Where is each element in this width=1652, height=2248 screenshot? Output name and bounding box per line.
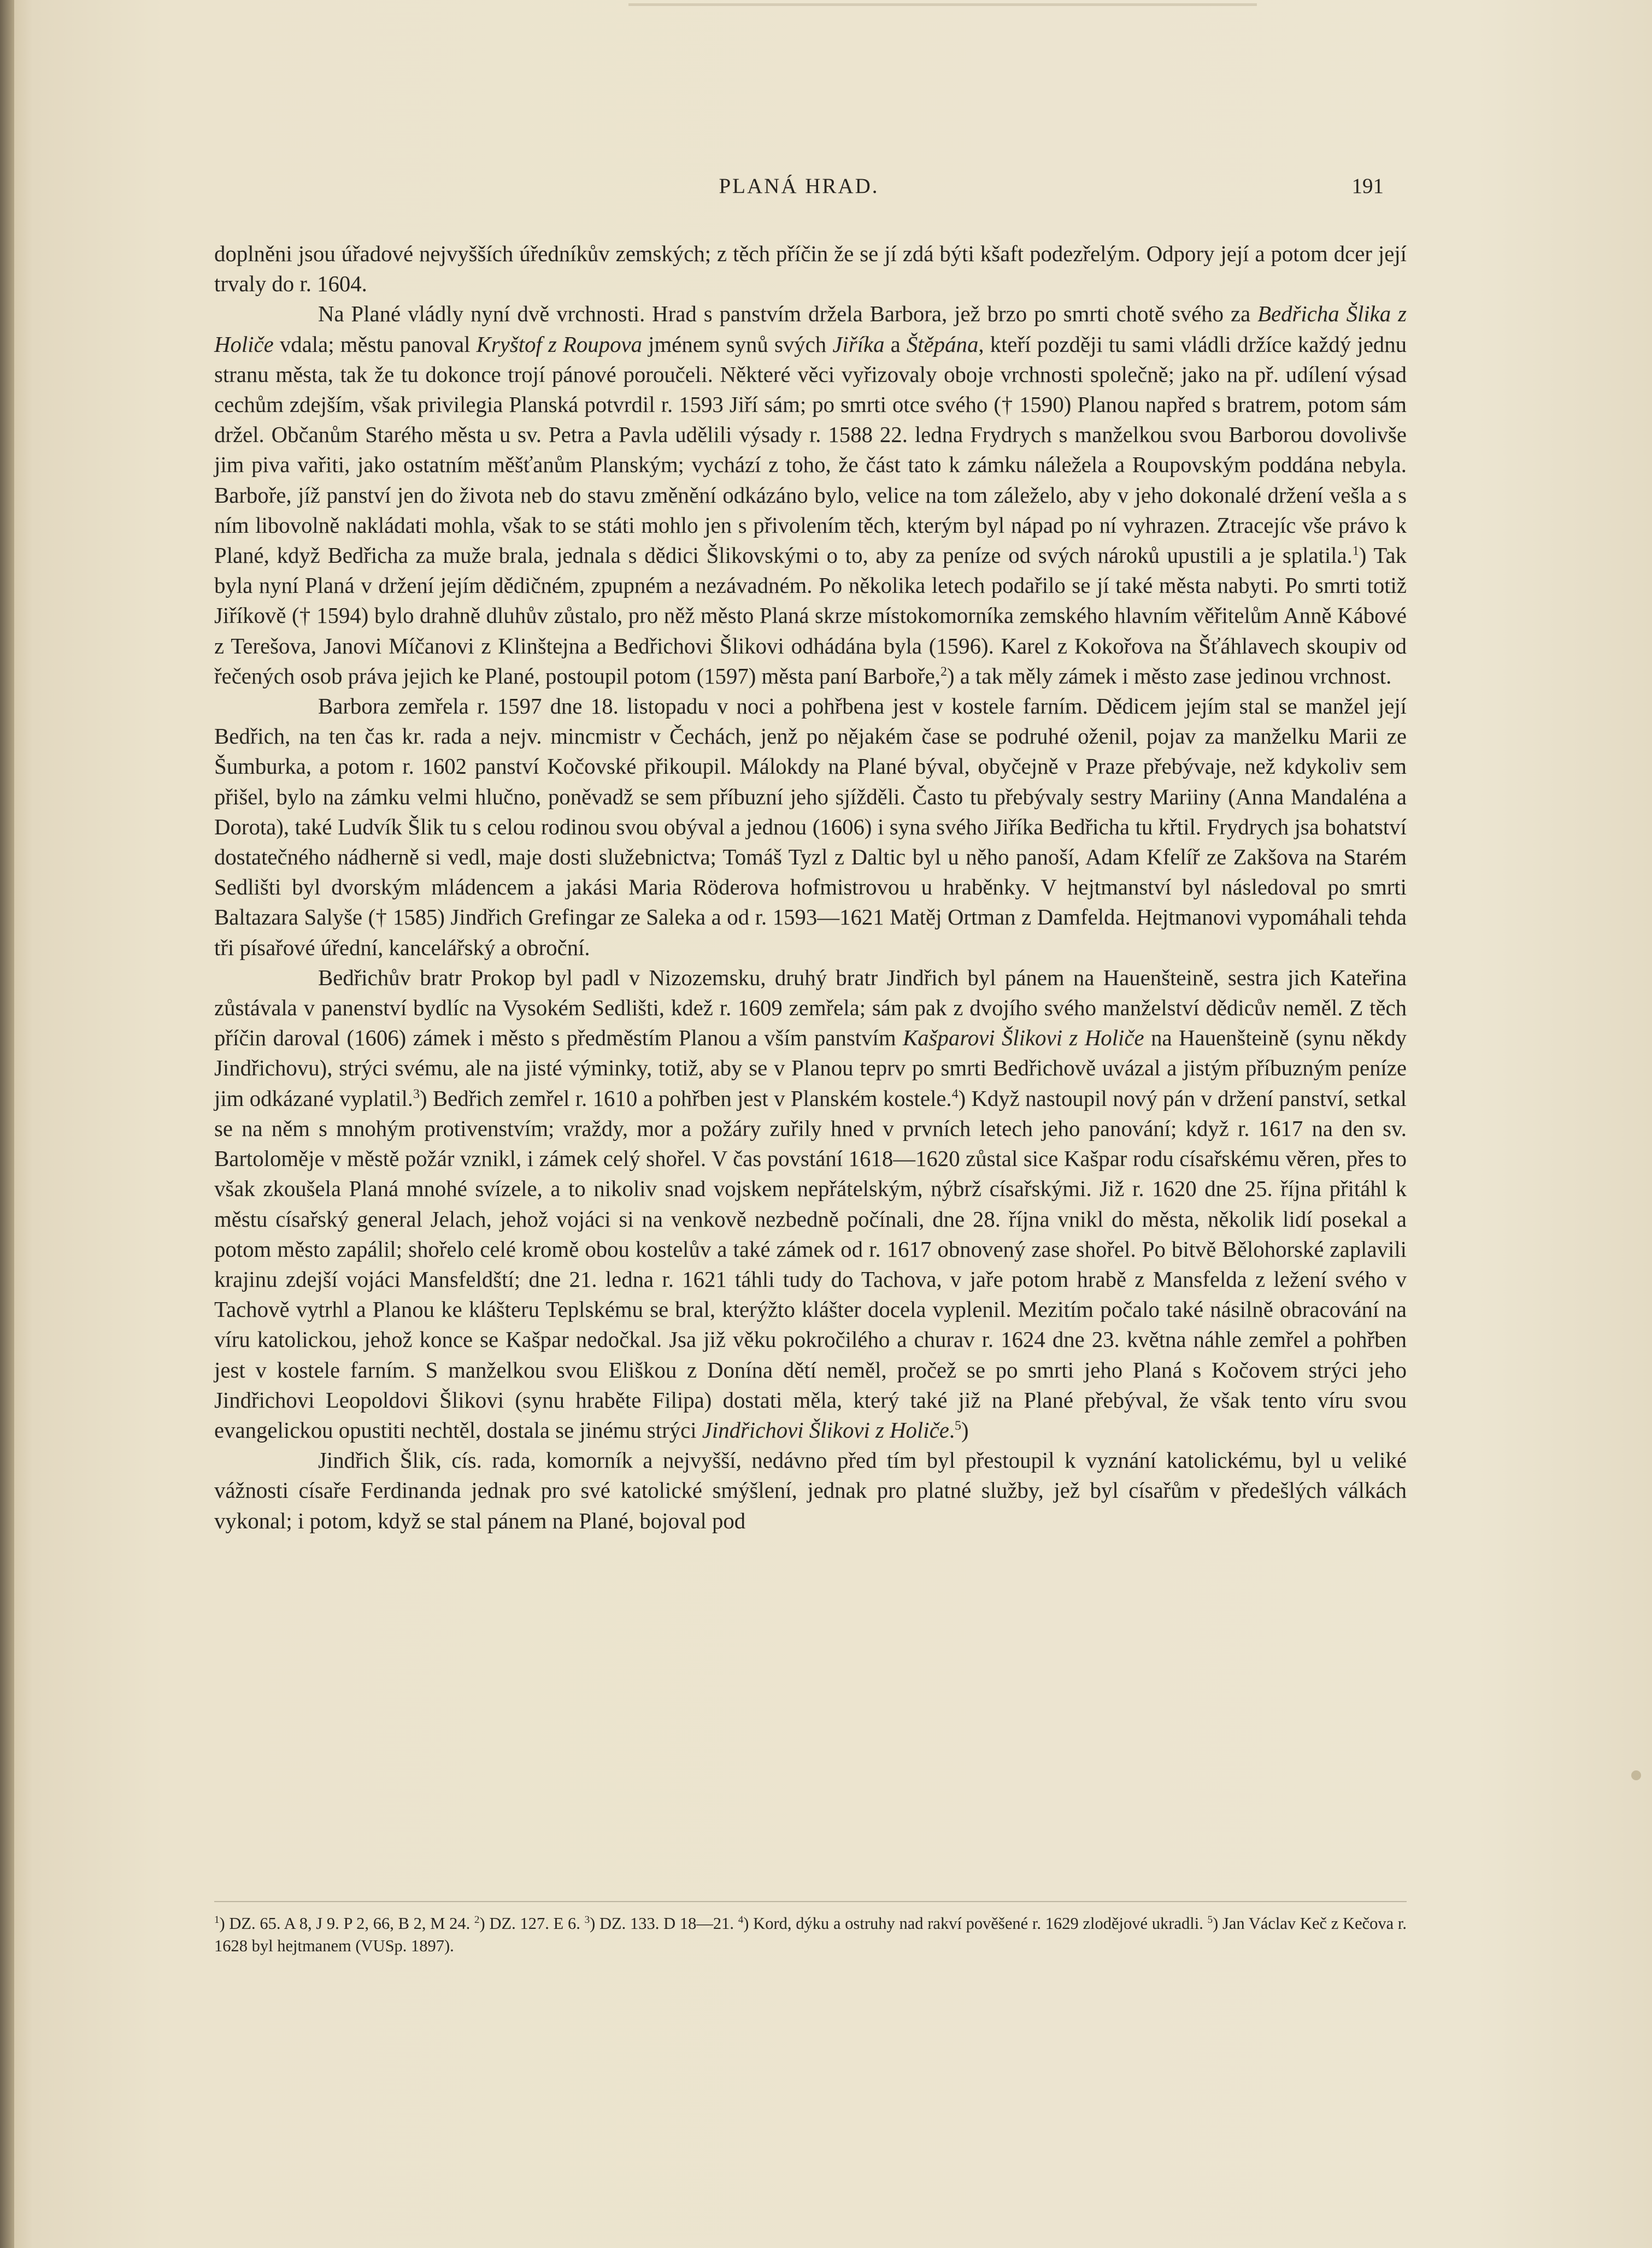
- top-edge-shadow: [628, 3, 1257, 6]
- paragraph: Na Plané vládly nyní dvě vrchnosti. Hrad s panstvím držela Barbora, jež brzo po smrti chotě svého za Bedřicha Šlika z Holiče vdala; městu panoval Kryštof z Roupova jménem synů svých Jiříka a Štěpána, kteří později tu sami vládli držíce každý jednu stranu města, tak že tu dokonce trojí pánové poroučeli. Některé věci vyřizovaly oboje vrchnosti společně; jako na př. udílení výsad cechům zdejším, však privilegia Planská potvrdil r. 1593 Jiří sám; po smrti otce svého († 1590) Planou napřed s bratrem, potom sám držel. Občanům Starého města u sv. Petra a Pavla udělili výsady r. 1588 22. ledna Frydrych s manželkou svou Barborou dovolivše jim piva vařiti, jako ostatním měšťanům Planským; vychází z toho, že část tato k zámku náležela a Roupovským poddána nebyla. Barboře, jíž panství jen do života neb do stavu změnění odkázáno bylo, velice na tom záleželo, aby v jeho dokonalé držení vešla a s ním libovolně nakládati mohla, však to se státi mohlo jen s přivolením těch, kterým byl nápad po ní vyhrazen. Ztracejíc vše právo k Plané, když Bedřicha za muže brala, jednala s dědici Šlikovskými o to, aby za peníze od svých nároků upustili a je splatila.$^1$) Tak byla nyní Planá v držení jejím dědičném, zpupném a nezávadném. Po několika letech podařilo se jí také města nabyti. Po smrti totiž Jiříkově († 1594) bylo drahně dluhův zůstalo, pro něž město Planá skrze místokomorníka zemského hlavním věřitelům Anně Kábové z Terešova, Janovi Míčanovi z Klinštejna a Bedřichovi Šlikovi odhádána byla (1596). Karel z Kokořova na Šťáhlavech skoupiv od řečených osob práva jejich ke Plané, postoupil potom (1597) města paní Barboře,$^2$) a tak měly zámek i město zase jedinou vrchnost.: [214, 302, 1407, 688]
- footnotes: [214, 1912, 1407, 1957]
- person-name: Kryštof z Roupova: [476, 332, 643, 357]
- paragraph: Bedřichův bratr Prokop byl padl v Nizozemsku, druhý bratr Jindřich byl pánem na Hauenšteině, sestra jich Kateřina zůstávala v panenství bydlíc na Vysokém Sedlišti, kdež r. 1609 zemřela; sám pak z dvojího svého manželství dědicův neměl. Z těch příčin daroval (1606) zámek i město s předměstím Planou a vším panstvím Kašparovi Šlikovi z Holiče na Hauenšteině (synu někdy Jindřichovu), strýci svému, ale na jisté výminky, totiž, aby se v Planou teprv po smrti Bedřichově uvázal a jistým příbuzným peníze jim odkázané vyplatil.$^3$) Bedřich zemřel r. 1610 a pohřben jest v Planském kostele.$^4$) Když nastoupil nový pán v držení panství, setkal se na něm s mnohým protivenstvím; vraždy, mor a požáry zuřily hned v prvních letech jeho panování; když r. 1617 na den sv. Bartoloměje v městě požár vznikl, i zámek celý shořel. V čas povstání 1618—1620 zůstal sice Kašpar rodu císařskému věren, přes to však zkoušela Planá mnohé svízele, a to nikoliv snad vojskem nepřátelským, nýbrž císařskými. Již r. 1620 dne 25. října přitáhl k městu císařský general Jelach, jehož vojáci si na venkově nezbedně počínali, dne 28. října vnikl do města, několik lidí posekal a potom město zapálil; shořelo celé kromě obou kostelův a také zámek od r. 1617 obnovený zase shořel. Po bitvě Bělohorské zaplavili krajinu zdejší vojáci Mansfeldští; dne 21. ledna r. 1621 táhli tudy do Tachova, v jaře potom hrabě z Mansfelda z ležení svého v Tachově vytrhl a Planou ke klášteru Teplskému se bral, kterýžto klášter docela vyplenil. Mezitím počalo také násilně obracování na víru katolickou, jehož konce se Kašpar nedočkal. Jsa již věku pokročilého a churav r. 1624 dne 23. května náhle zemřel a pohřben jest v kostele farním. S manželkou svou Eliškou z Donína dětí neměl, pročež se po smrti jeho Planá s Kočovem strýci jeho Jindřichovi Leopoldovi Šlikovi (synu hraběte Filipa) dostati měla, který také již na Plané přebýval, že však tento víru svou evangelickou opustiti nechtěl, dostala se jinému strýci Jindřichovi Šlikovi z Holiče.$^5$): [214, 965, 1407, 1443]
- book-binding-edge: [0, 0, 14, 2248]
- footnote-mark: 1: [214, 1914, 220, 1926]
- footnote-ref: 4: [951, 1087, 959, 1102]
- footnote-ref: 3: [413, 1087, 420, 1102]
- person-name: Jiříka: [832, 332, 885, 357]
- footnote-mark: 2: [474, 1914, 480, 1926]
- page-number: 191: [1351, 174, 1384, 198]
- paragraph: Jindřich Šlik, cís. rada, komorník a nejvyšší, nedávno před tím byl přestoupil k vyznání katolickému, byl u veliké vážnosti císaře Ferdinanda jednak pro své katolické smýšlení, jednak pro platné služby, jež byl císařům v předešlých válkách vykonal; i potom, když se stal pánem na Plané, bojoval pod: [214, 1448, 1407, 1533]
- person-name: Jindřichovi Šlikovi z Holiče: [702, 1417, 949, 1443]
- person-name: Štěpána: [906, 332, 979, 357]
- person-name: Kašparovi Šlikovi z Holiče: [903, 1026, 1144, 1051]
- main-text: [214, 239, 1407, 1536]
- person-name: Bedřicha Šlika z Holiče: [214, 302, 1407, 357]
- page-title: PLANÁ HRAD.: [719, 174, 879, 198]
- running-head: [214, 174, 1384, 207]
- footnote-mark: 3: [584, 1914, 590, 1926]
- footnote-block: $^1$) DZ. 65. A 8, J 9. P 2, 66, B 2, M 24. $^2$) DZ. 127. E 6. $^3$) DZ. 133. D 18—21. $^4$) Kord, dýku a ostruhy nad rakví pověšené r. 1629 zlodějové ukradli. $^5$) Jan Václav Keč z Kečova r. 1628 byl hejtmanem (VUSp. 1897).: [214, 1914, 1407, 1955]
- footnote-divider: [214, 1901, 1407, 1902]
- footnote-ref: 5: [955, 1419, 962, 1433]
- footnote-mark: 4: [738, 1914, 744, 1926]
- paragraph-continued: doplněni jsou úřadové nejvyšších úředníkův zemských; z těch příčin že se jí zdá býti kšaft podezřelým. Odpory její a potom dcer její trvaly do r. 1604.: [214, 242, 1407, 297]
- paragraph: Barbora zemřela r. 1597 dne 18. listopadu v noci a pohřbena jest v kostele farním. Dědicem jejím stal se manžel její Bedřich, na ten čas kr. rada a nejv. mincmistr v Čechách, jenž po nějakém čase se podruhé oženil, pojav za manželku Marii ze Šumburka, a potom r. 1602 panství Kočovské přikoupil. Málokdy na Plané býval, obyčejně v Praze přebývaje, než kdykoliv sem přišel, bylo na zámku velmi hlučno, poněvadž se sem příbuzní jeho sjížděli. Často tu přebývaly sestry Mariiny (Anna Mandaléna a Dorota), také Ludvík Šlik tu s celou rodinou svou obýval a jednou (1606) i syna svého Jiříka Bedřicha tu křtil. Frydrych jsa bohatství dostatečného nádherně si vedl, maje dosti služebnictva; Tomáš Tyzl z Daltic byl u něho panoší, Adam Kfelíř ze Zakšova na Starém Sedlišti byl dvorským mládencem a jakási Maria Röderova hofmistrovou u hraběnky. V hejtmanství byl následoval po smrti Baltazara Salyše († 1585) Jindřich Grefingar ze Saleka a od r. 1593—1621 Matěj Ortman z Damfelda. Hejtmanovi vypomáhali tehda tři písařové úřední, kancelářský a obroční.: [214, 694, 1407, 960]
- footnote-ref: 2: [940, 664, 947, 679]
- paper-spot: [1631, 1770, 1641, 1780]
- footnote-mark: 5: [1207, 1914, 1213, 1926]
- footnote-ref: 1: [1352, 544, 1359, 558]
